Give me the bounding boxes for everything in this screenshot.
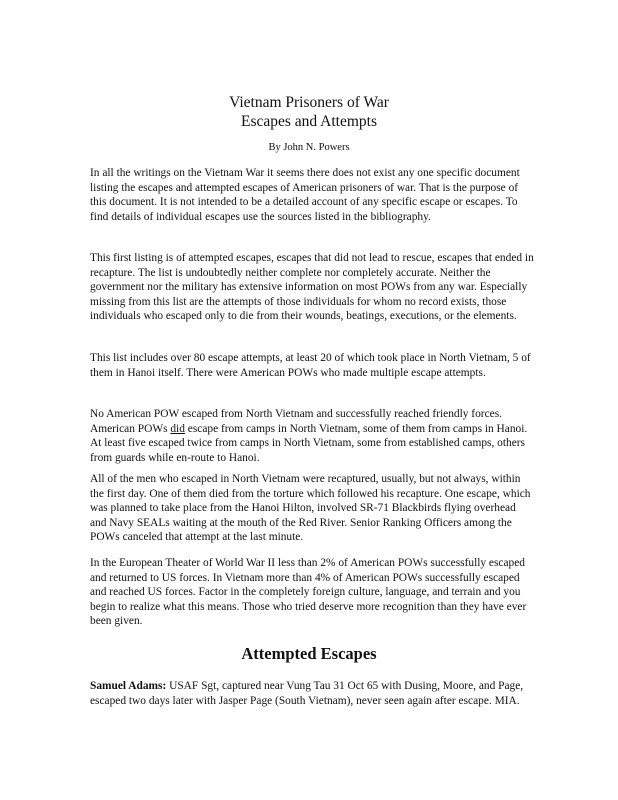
entry-text: USAF Sgt, captured near Vung Tau 31 Oct 65 with Dusing, Moore, and Page, escaped two days later with Jasper Page (South Vietnam), never seen again after escape. MIA. [90,680,524,707]
comparison-paragraph: In the European Theater of World War II less than 2% of American POWs successfully escaped and returned to US forces. In Vietnam more than 4% of American POWs successfully escaped and reached US forces. Factor in the completely foreign culture, language, and terrain and you begin to realize what this means. Those who tried deserve more recognition than they have ever been given. [90,557,527,628]
author-byline: By John N. Powers [268,142,350,153]
section-heading: Attempted Escapes [241,644,377,663]
recapture-paragraph: All of the men who escaped in North Vietnam were recaptured, usually, but not always, within the first day. One of them died from the torture which followed his recapture. One escape, which was planned to take place from the Hanoi Hilton, involved SR-71 Blackbirds flying overhead and Navy SEALs waiting at the mouth of the Red River. Senior Ranking Officers among the POWs canceled that attempt at the last minute. [90,473,531,544]
paragraph-text: escape from camps in North Vietnam, some of them from camps in Hanoi. At least five escaped twice from camps in North Vietnam, some from established camps, others from guards while en-route to Hanoi. [90,422,528,464]
escape-count-paragraph: This list includes over 80 escape attempts, at least 20 of which took place in North Vietnam, 5 of them in Hanoi itself. There were American POWs who made multiple escape attempts. [90,352,531,379]
intro-paragraph: In all the writings on the Vietnam War it seems there does not exist any one specific document listing the escapes and attempted escapes of American prisoners of war. That is the purpose of this document. It is not intended to be a detailed account of any specific escape or escapes. To find details of individual escapes use the sources listed in the bibliography. [90,167,520,223]
entry-name: Samuel Adams: [90,680,167,692]
north-vietnam-paragraph [90,407,534,465]
document-title-line-2: Escapes and Attempts [240,113,378,130]
underlined-emphasis: did [170,422,185,435]
escape-entry [90,679,534,708]
listing-paragraph: This first listing is of attempted escapes, escapes that did not lead to rescue, escapes that ended in recapture. The list is undoubtedly neither complete nor completely accurate. Neither the government nor the military has extensive information on most POWs from any war. Especially missing from this list are the attempts of those individuals for whom no record exists, those individuals who escaped only to die from their wounds, beatings, executions, or the elements. [90,252,534,323]
paragraph-text: No American POW escaped from North Vietnam and successfully reached friendly forces. American POWs [90,408,502,435]
document-title-line-1: Vietnam Prisoners of War [229,94,389,111]
